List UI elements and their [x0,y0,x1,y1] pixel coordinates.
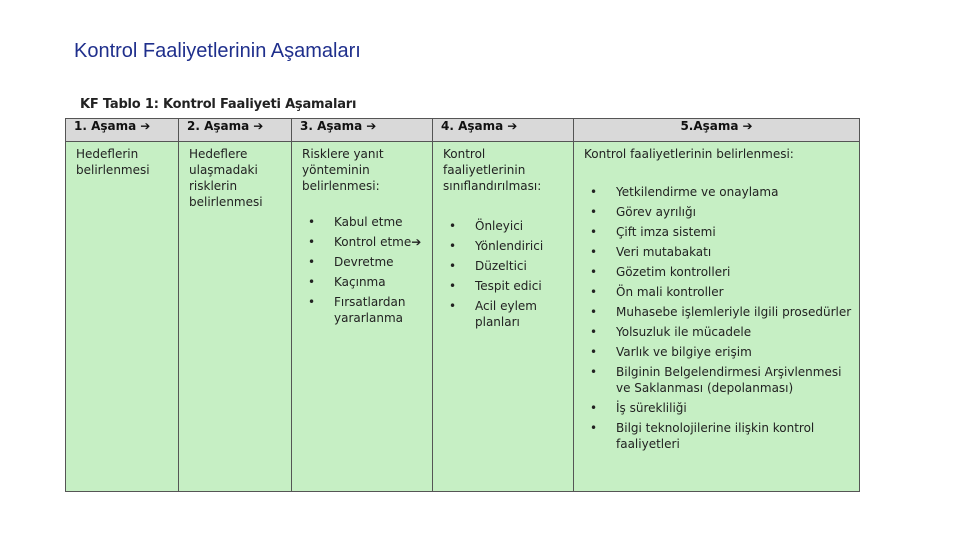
control-stages-table [65,118,860,492]
stage-5-cell [574,142,860,492]
arrow-right-icon: ➔ [140,119,151,133]
list-item: • Yetkilendirme ve onaylama [584,184,855,200]
list-item: • Muhasebe işlemleriyle ilgili prosedürler [584,304,855,320]
list-item: • Düzeltici [443,258,569,274]
header-stage-1: 1. Aşama ➔ [66,119,179,142]
header-stage-5: 5.Aşama ➔ [574,119,860,142]
list-item: • Kontrol etme➔ [302,234,428,250]
list-item: • Gözetim kontrolleri [584,264,855,280]
arrow-right-icon: ➔ [253,119,264,133]
stage-2-cell [179,142,292,492]
arrow-right-icon: ➔ [742,119,753,133]
slide-title: Kontrol Faaliyetlerinin Aşamaları [74,40,361,62]
list-item: • Önleyici [443,218,569,234]
stage-4-text: Kontrol faaliyetlerinin sınıflandırılması: [443,147,542,193]
arrow-right-icon: ➔ [507,119,518,133]
list-item: • Kabul etme [302,214,428,230]
table-caption: KF Tablo 1: Kontrol Faaliyeti Aşamaları [80,97,357,112]
list-item: • Bilgi teknolojilerine ilişkin kontrol faaliyetleri [584,420,855,452]
header-stage-4: 4. Aşama ➔ [433,119,574,142]
list-item: • Veri mutabakatı [584,244,855,260]
header-stage-2: 2. Aşama ➔ [179,119,292,142]
list-item: • İş sürekliliği [584,400,855,416]
header-row [66,119,860,142]
list-item: • Bilginin Belgelendirmesi Arşivlenmesi ve Saklanması (depolanması) [584,364,855,396]
list-item: • Çift imza sistemi [584,224,855,240]
list-item: • Varlık ve bilgiye erişim [584,344,855,360]
stage-4-cell [433,142,574,492]
stage-4-list [443,218,569,330]
content-row [66,142,860,492]
list-item: • Ön mali kontroller [584,284,855,300]
list-item: • Devretme [302,254,428,270]
arrow-right-icon: ➔ [366,119,377,133]
stage-5-text: Kontrol faaliyetlerinin belirlenmesi: [584,147,794,161]
stage-3-cell [292,142,433,492]
stage-3-list [302,214,428,326]
list-item: • Görev ayrılığı [584,204,855,220]
list-item: • Kaçınma [302,274,428,290]
stage-5-list [584,184,855,452]
stage-2-text: Hedeflere ulaşmadaki risklerin belirlenmesi [189,147,263,209]
list-item: • Tespit edici [443,278,569,294]
list-item: • Yolsuzluk ile mücadele [584,324,855,340]
list-item: • Yönlendirici [443,238,569,254]
header-stage-3: 3. Aşama ➔ [292,119,433,142]
stage-1-text: Hedeflerin belirlenmesi [76,147,150,177]
stage-3-text: Risklere yanıt yönteminin belirlenmesi: [302,147,384,193]
stage-1-cell [66,142,179,492]
list-item: • Acil eylem planları [443,298,569,330]
list-item: • Fırsatlardan yararlanma [302,294,428,326]
